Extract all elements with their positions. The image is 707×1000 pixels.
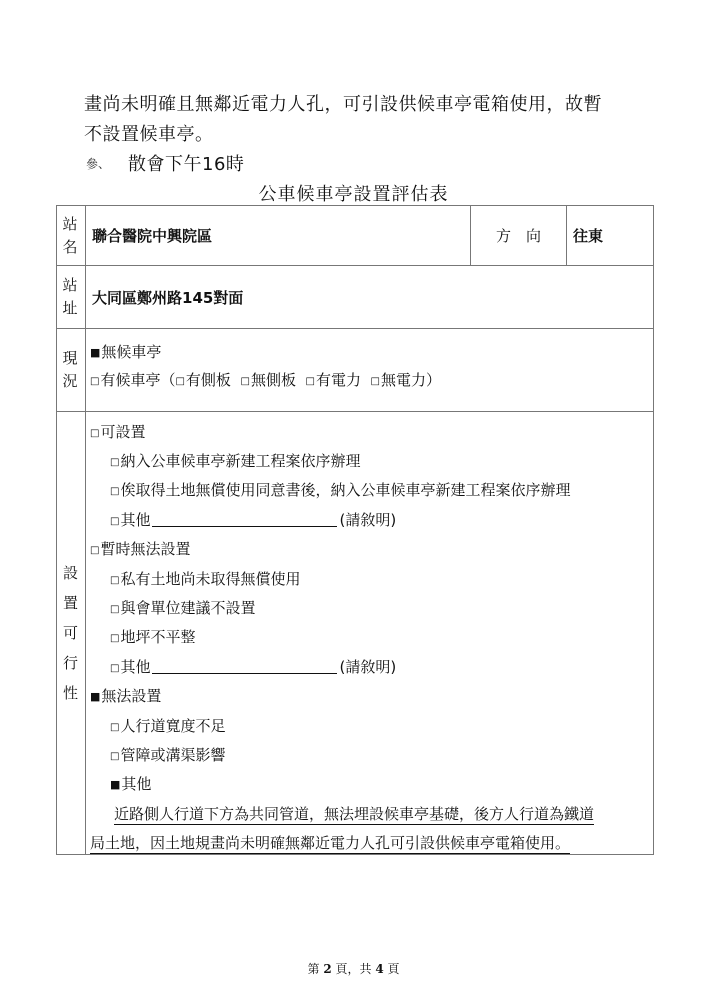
checkbox-icon[interactable]: □ (90, 376, 100, 387)
cannot-label: 無法設置 (101, 687, 162, 705)
feasibility-label-text: 設置可行性 (63, 564, 81, 702)
checkbox-icon[interactable]: □ (110, 663, 120, 674)
checkbox-icon[interactable]: □ (90, 545, 100, 556)
include-project-option (110, 450, 360, 471)
station-name-label (57, 206, 86, 266)
status-inner (86, 329, 653, 411)
footer-prefix: 第 (307, 962, 324, 976)
no-side-panel-label: 無側板 (250, 371, 296, 389)
station-name-label-text: 站名 (62, 214, 80, 256)
other-label-3: 其他 (121, 775, 152, 793)
station-name-value: 聯合醫院中興院區 (86, 206, 471, 266)
no-power-label: 無電力） (380, 371, 441, 389)
other-blank-1[interactable] (152, 512, 337, 527)
direction-label: 方 向 (471, 206, 567, 266)
explain-label-2: (請敘明) (339, 658, 397, 676)
unit-advice-option (110, 597, 255, 618)
checkbox-checked-icon[interactable]: ■ (90, 690, 101, 703)
status-label-text: 現況 (62, 349, 80, 390)
unit-advice-label: 與會單位建議不設置 (120, 599, 256, 617)
note-text-2: 局土地，因土地規畫尚未明確無鄰近電力人孔可引設供候車亭電箱使用。 (90, 834, 571, 852)
other-label-2: 其他 (120, 658, 151, 676)
page-footer (0, 960, 707, 977)
checkbox-icon[interactable]: □ (370, 376, 380, 387)
checkbox-icon[interactable]: □ (110, 722, 120, 733)
other-blank-2[interactable] (152, 659, 337, 674)
note-line-2 (90, 832, 570, 853)
checkbox-icon[interactable]: □ (240, 376, 250, 387)
address-row (57, 266, 654, 329)
status-row (57, 329, 654, 412)
section-mark: 參、 (86, 157, 111, 171)
feasibility-row (57, 412, 654, 855)
explain-label-1: (請敘明) (339, 511, 397, 529)
footer-suffix: 頁 (383, 962, 400, 976)
station-name-row (57, 206, 654, 266)
after-consent-label: 俟取得土地無償使用同意書後，納入公車候車亭新建工程案依序辦理 (120, 481, 571, 499)
temp-cannot-option (90, 538, 190, 559)
checkbox-icon[interactable]: □ (110, 575, 120, 586)
feasibility-inner (86, 412, 653, 854)
temp-cannot-label: 暫時無法設置 (100, 540, 191, 558)
checkbox-icon[interactable]: □ (175, 376, 185, 387)
checkbox-icon[interactable]: □ (110, 604, 120, 615)
has-power-label: 有電力 (315, 371, 361, 389)
address-label (57, 266, 86, 329)
other-label-1: 其他 (120, 511, 151, 529)
feasibility-cell (86, 412, 654, 855)
private-land-option (110, 568, 300, 589)
no-shelter-option (90, 341, 161, 362)
adjourn-text: 散會下午16時 (128, 154, 245, 175)
page-total: 4 (375, 962, 384, 976)
cannot-option (90, 685, 161, 706)
evaluation-table (56, 205, 654, 855)
checkbox-icon[interactable]: □ (110, 633, 120, 644)
checkbox-icon[interactable]: □ (110, 486, 120, 497)
after-consent-option (110, 479, 570, 500)
other-option-3 (110, 773, 151, 794)
include-project-label: 納入公車候車亭新建工程案依序辦理 (120, 452, 361, 470)
direction-value: 往東 (567, 206, 654, 266)
sidewalk-narrow-label: 人行道寬度不足 (120, 717, 226, 735)
pipe-impact-label: 管障或溝渠影響 (120, 746, 226, 764)
status-cell (86, 329, 654, 412)
address-value: 大同區鄭州路145對面 (86, 266, 654, 329)
checkbox-checked-icon[interactable]: ■ (110, 778, 121, 791)
address-label-text: 站址 (62, 276, 80, 317)
checkbox-icon[interactable]: □ (90, 428, 100, 439)
no-shelter-label: 無候車亭 (101, 343, 162, 361)
uneven-option (110, 626, 195, 647)
checkbox-checked-icon[interactable]: ■ (90, 346, 101, 359)
page-number: 2 (323, 962, 332, 976)
feasibility-label (57, 412, 86, 855)
intro-line-2: 不設置候車亭。 (84, 124, 214, 145)
intro-line-1: 畫尚未明確且無鄰近電力人孔，可引設供候車亭電箱使用，故暫 (84, 94, 602, 115)
has-shelter-option (90, 369, 441, 390)
checkbox-icon[interactable]: □ (110, 751, 120, 762)
footer-middle: 頁，共 (331, 962, 376, 976)
other-option-2 (110, 656, 396, 677)
note-text-1: 近路側人行道下方為共同管道，無法埋設候車亭基礎，後方人行道為鐵道 (114, 805, 595, 823)
checkbox-icon[interactable]: □ (110, 516, 120, 527)
private-land-label: 私有土地尚未取得無償使用 (120, 570, 301, 588)
checkbox-icon[interactable]: □ (110, 457, 120, 468)
uneven-label: 地坪不平整 (120, 628, 196, 646)
can-set-option (90, 421, 145, 442)
status-label (57, 329, 86, 412)
has-shelter-label: 有候車亭（ (100, 371, 176, 389)
note-line-1 (114, 803, 594, 824)
other-option-1 (110, 509, 396, 530)
side-panel-label: 有側板 (185, 371, 231, 389)
form-title: 公車候車亭設置評估表 (258, 184, 449, 205)
sidewalk-narrow-option (110, 715, 225, 736)
checkbox-icon[interactable]: □ (305, 376, 315, 387)
pipe-impact-option (110, 744, 225, 765)
can-set-label: 可設置 (100, 423, 146, 441)
